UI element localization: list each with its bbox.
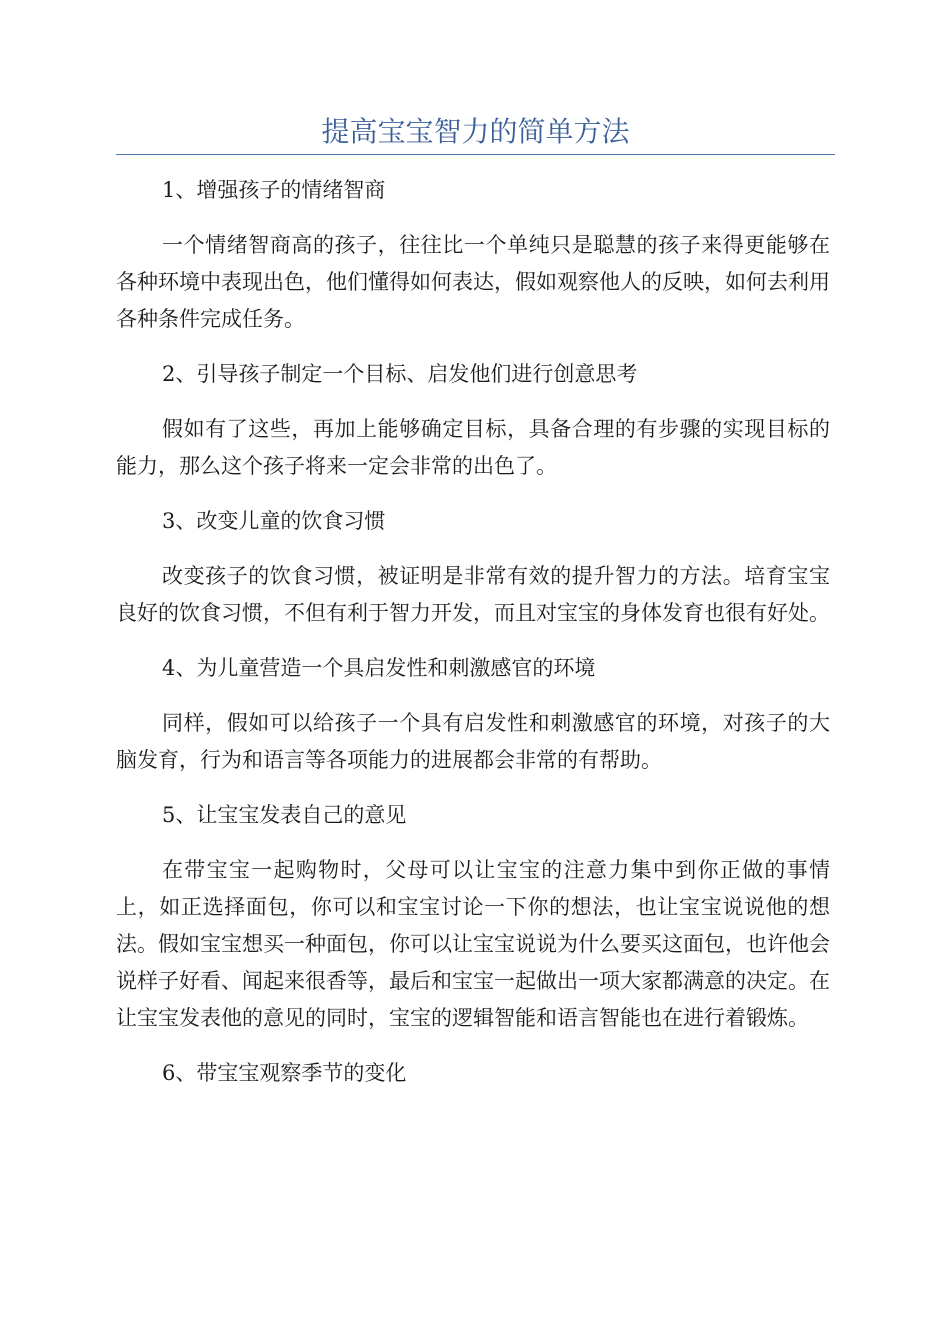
section-heading-4: 4、为儿童营造一个具启发性和刺激感官的环境: [162, 656, 596, 680]
document-body: [116, 172, 830, 1110]
section-heading-1: 1、增强孩子的情绪智商: [162, 178, 386, 202]
section-heading-6: 6、带宝宝观察季节的变化: [162, 1061, 407, 1085]
section-paragraph-1: 一个情绪智商高的孩子，往往比一个单纯只是聪慧的孩子来得更能够在各种环境中表现出色，他们懂得如何表达，假如观察他人的反映，如何去利用各种条件完成任务。: [116, 233, 830, 331]
section-heading-3: 3、改变儿童的饮食习惯: [162, 509, 386, 533]
section-heading-2: 2、引导孩子制定一个目标、启发他们进行创意思考: [162, 362, 638, 386]
document-title: 提高宝宝智力的简单方法: [321, 115, 630, 148]
section-paragraph-4: 同样，假如可以给孩子一个具有启发性和刺激感官的环境，对孩子的大脑发育，行为和语言等各项能力的进展都会非常的有帮助。: [116, 711, 830, 772]
section-paragraph-2: 假如有了这些，再加上能够确定目标，具备合理的有步骤的实现目标的能力，那么这个孩子将来一定会非常的出色了。: [116, 417, 830, 478]
section-paragraph-5: 在带宝宝一起购物时，父母可以让宝宝的注意力集中到你正做的事情上，如正选择面包，你可以和宝宝讨论一下你的想法，也让宝宝说说他的想法。假如宝宝想买一种面包，你可以让宝宝说说为什么要买这面包，也许他会说样子好看、闻起来很香等，最后和宝宝一起做出一项大家都满意的决定。在让宝宝发表他的意见的同时，宝宝的逻辑智能和语言智能也在进行着锻炼。: [116, 858, 830, 1030]
section-heading-5: 5、让宝宝发表自己的意见: [162, 803, 407, 827]
section-paragraph-3: 改变孩子的饮食习惯，被证明是非常有效的提升智力的方法。培育宝宝良好的饮食习惯，不但有利于智力开发，而且对宝宝的身体发育也很有好处。: [116, 564, 830, 625]
title-underline: [116, 154, 835, 155]
